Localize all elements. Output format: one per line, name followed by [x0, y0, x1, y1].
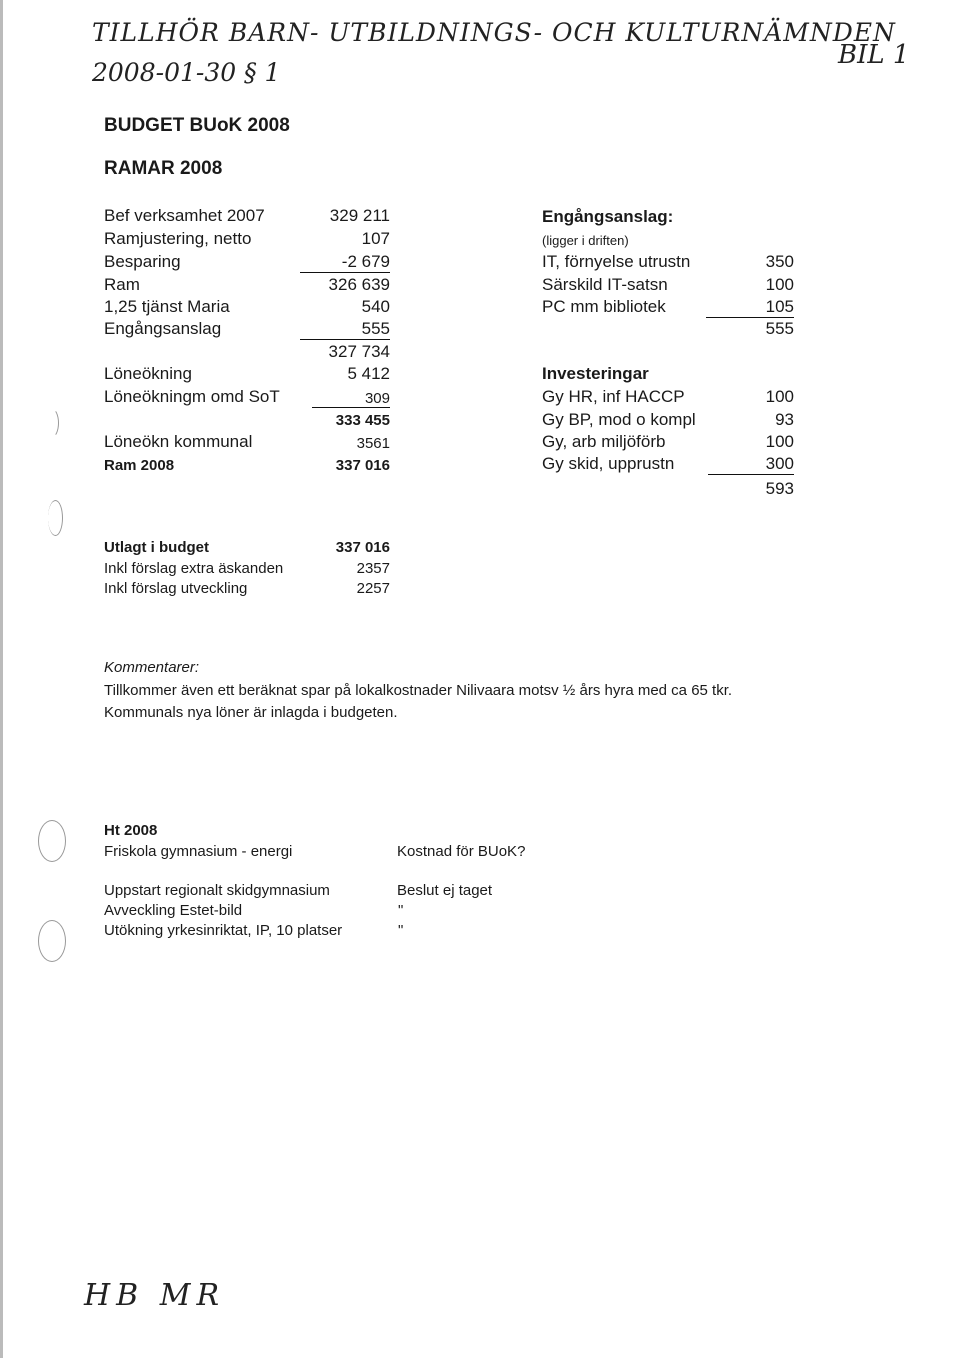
ramar-value: 555	[300, 319, 390, 340]
ramar-value: 3561	[356, 435, 390, 452]
ramar-value: 326 639	[328, 275, 390, 294]
investering-item-value: 100	[765, 387, 794, 406]
investeringar-heading: Investeringar	[542, 364, 649, 383]
utlagt-value: 2357	[356, 560, 390, 577]
engangsanslag-item-label: IT, förnyelse utrustn	[542, 252, 691, 271]
ht2008-item-label: Avveckling Estet-bild	[104, 902, 243, 919]
ramar-value: 329 211	[329, 206, 390, 225]
ramar-label: Ramjustering, netto	[104, 229, 252, 248]
engangsanslag-item-value: 350	[765, 252, 794, 271]
ramar-value: 309	[312, 390, 390, 408]
ht2008-item-note: Kostnad för BUoK?	[397, 843, 526, 860]
utlagt-label: Inkl förslag utveckling	[104, 580, 248, 597]
binder-edge	[0, 0, 3, 1358]
kommentarer-heading: Kommentarer:	[104, 659, 200, 676]
investering-item-label: Gy BP, mod o kompl	[542, 410, 696, 429]
ht2008-item-note: "	[398, 902, 404, 919]
engangsanslag-item-label: Särskild IT-satsn	[542, 275, 668, 294]
ramar-label: Engångsanslag	[104, 319, 222, 338]
investering-item-label: Gy skid, upprustn	[542, 454, 675, 473]
ramar-value: 107	[361, 229, 390, 248]
ram-2008-value: 337 016	[335, 457, 390, 474]
handwritten-header-line2: 2008-01-30 § 1	[92, 58, 281, 87]
investering-item-value: 300	[708, 454, 794, 475]
investering-item-value: 93	[775, 410, 794, 429]
investering-item-label: Gy, arb miljöförb	[542, 432, 666, 451]
investering-item-label: Gy HR, inf HACCP	[542, 387, 685, 406]
engangsanslag-total: 555	[765, 319, 794, 338]
ramar-subtotal: 327 734	[328, 342, 390, 361]
handwritten-header-line1: TILLHÖR BARN- UTBILDNINGS- OCH KULTURNÄMNDEN	[92, 18, 896, 47]
engangsanslag-heading: Engångsanslag:	[542, 207, 674, 226]
ramar-label: Löneökn kommunal	[104, 432, 253, 451]
ht2008-item-label: Utökning yrkesinriktat, IP, 10 platser	[104, 922, 343, 939]
ram-2008-label: Ram 2008	[104, 457, 175, 474]
ht2008-item-note: Beslut ej taget	[397, 882, 493, 899]
investering-item-value: 100	[765, 432, 794, 451]
ht2008-item-note: "	[398, 922, 404, 939]
punch-hole	[44, 408, 59, 438]
punch-hole	[38, 820, 66, 862]
signature-initials: HB MR	[84, 1278, 226, 1313]
page-subtitle: RAMAR 2008	[104, 158, 223, 179]
handwritten-corner-ref: BIL 1	[838, 40, 910, 70]
ramar-label: Bef verksamhet 2007	[104, 206, 265, 225]
ramar-value: 540	[361, 297, 390, 316]
ht2008-heading: Ht 2008	[104, 822, 158, 839]
punch-hole	[38, 920, 66, 962]
ramar-label: Ram	[104, 275, 140, 294]
kommentar-line: Tillkommer även ett beräknat spar på lokalkostnader Nilivaara motsv ½ års hyra med ca 65 tkr.	[104, 682, 733, 699]
punch-hole	[48, 500, 63, 536]
ramar-label: Besparing	[104, 252, 181, 271]
kommentar-line: Kommunals nya löner är inlagda i budgeten.	[104, 704, 398, 721]
utlagt-value: 2257	[356, 580, 390, 597]
engangsanslag-note: (ligger i driften)	[542, 233, 629, 248]
engangsanslag-item-label: PC mm bibliotek	[542, 297, 666, 316]
ht2008-item-label: Friskola gymnasium - energi	[104, 843, 293, 860]
page-title: BUDGET BUoK 2008	[104, 115, 290, 136]
ht2008-item-label: Uppstart regionalt skidgymnasium	[104, 882, 330, 899]
ramar-subtotal: 333 455	[335, 412, 390, 429]
investeringar-total: 593	[765, 479, 794, 498]
engangsanslag-item-value: 100	[765, 275, 794, 294]
ramar-label: Löneökningm omd SoT	[104, 387, 280, 406]
ramar-value: 5 412	[347, 364, 390, 383]
utlagt-label: Inkl förslag extra äskanden	[104, 560, 284, 577]
utlagt-value: 337 016	[335, 539, 390, 556]
engangsanslag-item-value: 105	[706, 297, 794, 318]
ramar-value: -2 679	[300, 252, 390, 273]
ramar-label: 1,25 tjänst Maria	[104, 297, 230, 316]
utlagt-label: Utlagt i budget	[104, 539, 209, 556]
ramar-label: Löneökning	[104, 364, 192, 383]
